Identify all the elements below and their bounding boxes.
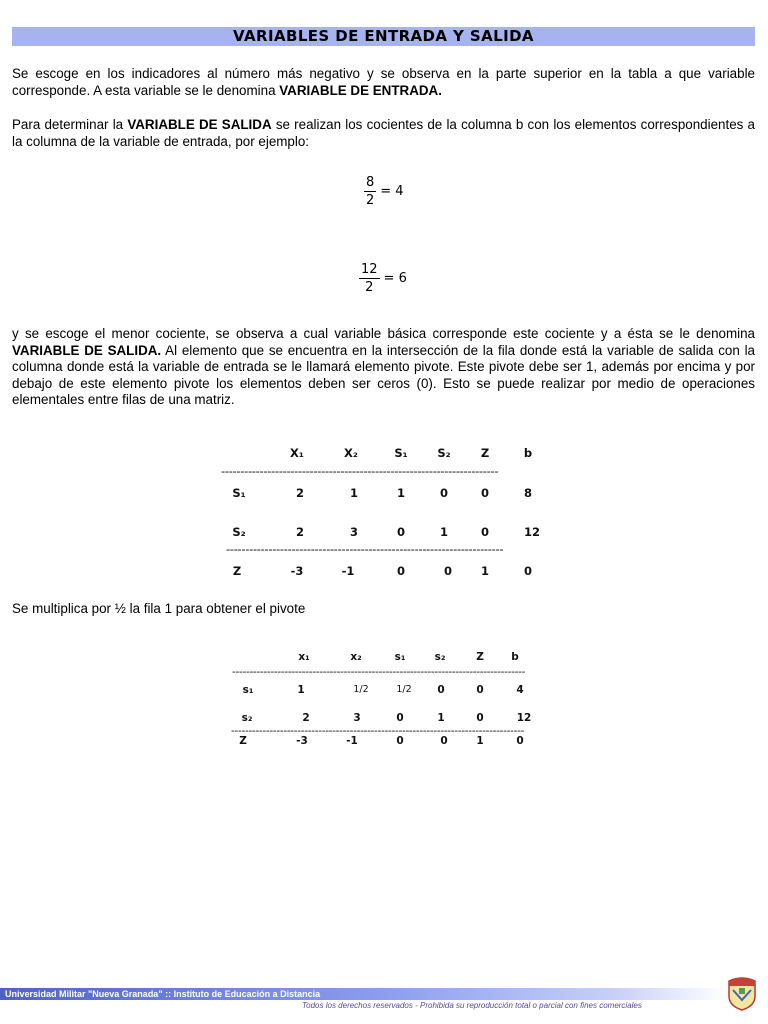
paragraph-salida-detail: y se escoge el menor cociente, se observa a cual variable básica corresponde este cociente y a ésta se le denomina VARIABLE DE SALIDA. Al elemento que se encuentra en la intersección de la fila donde está la variable de salida con la columna donde está la variable de entrada se le llamará elemento pivote. Este pivote debe ser 1, además por encima y por debajo de este elemento pivote los elementos deben ser ceros (0). Esto se puede realizar por medio de operaciones elementales entre filas de una matriz. [12,326,755,407]
table-separator: ------------------------------------------------------------------------------------ [231,725,525,737]
paragraph-salida-intro: Para determinar la VARIABLE DE SALIDA se realizan los cocientes de la columna b con los elementos correspondientes a la columna de la variable de entrada, por ejemplo: [12,117,755,149]
table-cell: 0 [480,486,490,500]
table-cell: 1 [476,735,484,747]
table-cell: 0 [476,684,484,696]
fraction-result: = 4 [380,184,404,199]
table-cell: 2 [295,525,305,539]
table-header: s₂ [434,651,446,663]
fraction-numerator: 8 [366,175,375,190]
table-header: X₂ [344,446,358,460]
table-cell: 0 [396,525,406,539]
table-cell: 0 [396,712,404,724]
page-title: VARIABLES DE ENTRADA Y SALIDA [12,27,755,46]
table-cell: 0 [396,564,406,578]
table-header: X₁ [290,446,304,460]
table-header: b [511,651,519,663]
table-cell: 1 [480,564,490,578]
table-header: b [523,446,533,460]
row-label: Z [239,735,247,747]
table-header: Z [480,446,490,460]
table-cell: 0 [440,735,448,747]
table-header: S₂ [437,446,451,460]
table-cell: 2 [295,486,305,500]
table-cell: 1 [437,712,445,724]
table-cell: 12 [516,712,532,724]
table-cell: 1/2 [353,684,369,695]
row-label: S₁ [232,486,246,500]
table-cell: 12 [523,525,541,539]
table-cell: 0 [437,684,445,696]
table-cell: 1 [349,486,359,500]
table-cell: 0 [443,564,453,578]
table-cell: -1 [341,564,355,578]
row-label: s₂ [241,712,253,724]
table-cell: 0 [523,564,533,578]
table-cell: 3 [349,525,359,539]
paragraph-entrada: Se escoge en los indicadores al número más negativo y se observa en la parte superior en la tabla a que variable corresponde. A esta variable se le denomina VARIABLE DE ENTRADA. [12,66,755,98]
table-cell: 1 [297,684,305,696]
table-cell: 0 [480,525,490,539]
table-cell: 1 [439,525,449,539]
table-cell: 0 [476,712,484,724]
table-separator: ------------------------------------------------------------------------------------ [232,666,526,678]
table-cell: 0 [516,735,524,747]
row-label: Z [232,564,242,578]
paragraph-multiply: Se multiplica por ½ la fila 1 para obtener el pivote [12,601,306,616]
row-label: s₁ [242,684,254,696]
fraction-denominator: 2 [366,193,375,208]
table-cell: -3 [290,564,304,578]
table-cell: 0 [396,735,404,747]
table-cell: 1 [396,486,406,500]
table-cell: -1 [346,735,358,747]
table-header: x₁ [298,651,310,663]
footer-institution: Universidad Militar "Nueva Granada" :: Instituto de Educación a Distancia [0,988,725,1000]
table-cell: 4 [516,684,524,696]
table-header: S₁ [394,446,408,460]
table-cell: 3 [353,712,361,724]
fraction-result: = 6 [383,271,407,286]
table-cell: 1/2 [396,684,412,695]
row-label: S₂ [232,525,246,539]
table-separator: ------------------------------------------------------------------------ [221,464,499,478]
table-header: s₁ [394,651,406,663]
table-separator: ------------------------------------------------------------------------ [226,542,504,556]
university-logo-icon [723,974,761,1012]
fraction-denominator: 2 [365,280,374,295]
table-cell: 0 [439,486,449,500]
table-cell: 8 [523,486,533,500]
table-cell: -3 [296,735,308,747]
footer-rights: Todos los derechos reservados - Prohibida su reproducción total o parcial con fines comerciales [302,1001,642,1010]
table-header: x₂ [350,651,362,663]
fraction-numerator: 12 [361,262,378,277]
table-cell: 2 [302,712,310,724]
table-header: Z [476,651,484,663]
